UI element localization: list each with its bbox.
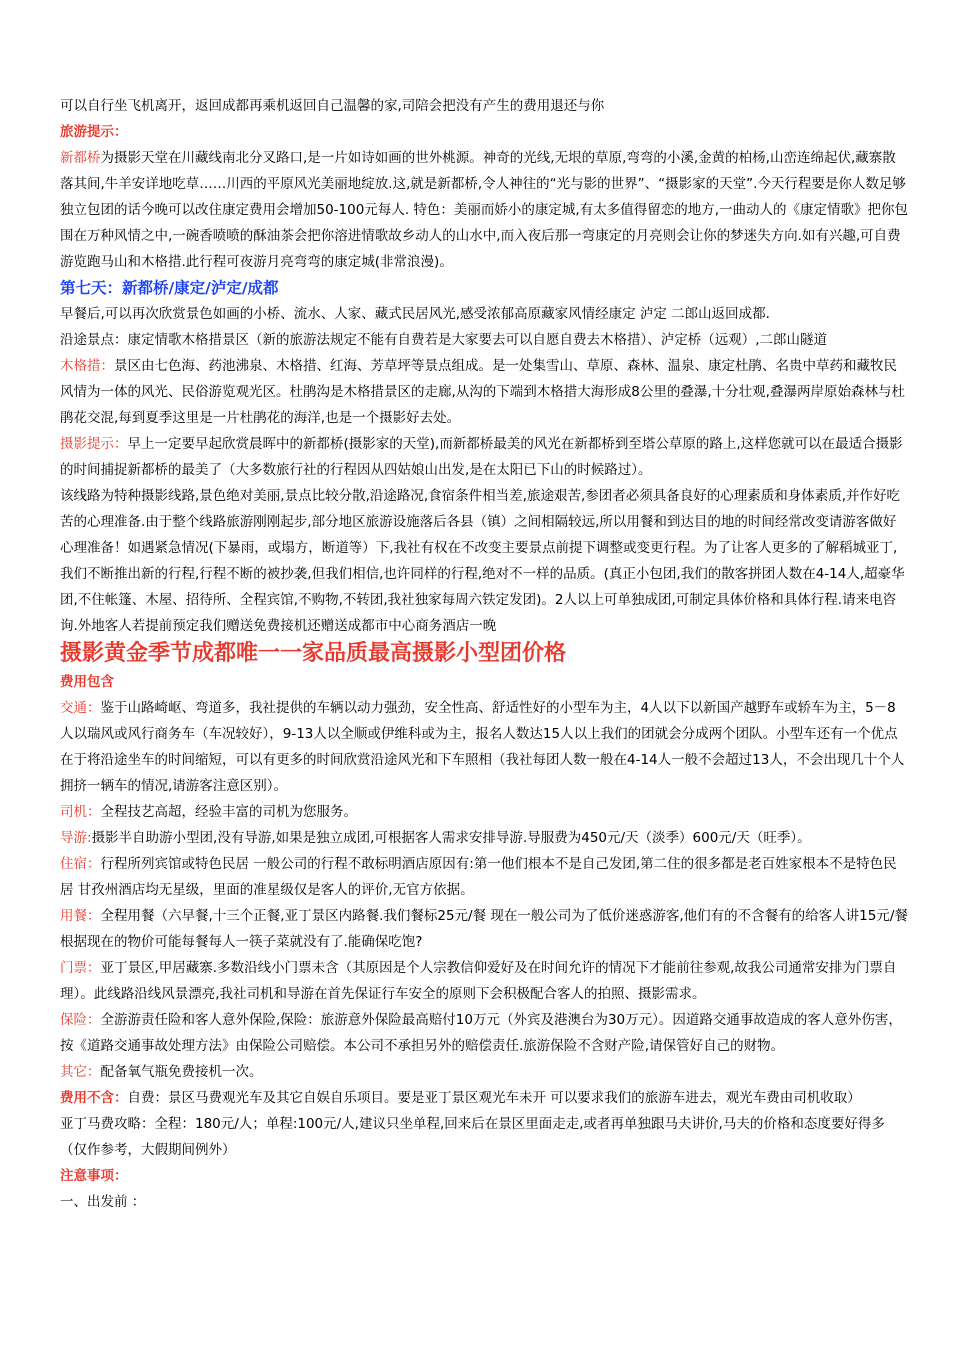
document-page: [60, 93, 908, 1215]
mugecuo-paragraph: [60, 353, 908, 431]
ticket-text: 亚丁景区,甲居藏寨.多数沿线小门票未含（其原因是个人宗教信仰爱好及在时间允许的情况下才能前往参观,故我公司通常安排为门票自理）。此线路沿线风景漂亮,我社司机和导游在首先保证行车安全的原则下会积极配合客人的拍照、摄影需求。: [60, 960, 897, 1002]
excluded-label: 费用不含：: [60, 1090, 128, 1106]
day7-sights-paragraph: 沿途景点：康定情歌木格措景区（新的旅游法规定不能有自费若是大家要去可以自愿自费去木格措）、泸定桥（远观）,二郎山隧道: [60, 332, 828, 348]
traffic-paragraph: [60, 695, 908, 799]
xinduqiao-text: 为摄影天堂在川藏线南北分叉路口,是一片如诗如画的世外桃源。神奇的光线,无垠的草原,弯弯的小溪,金黄的柏杨,山峦连绵起伏,藏寨散落其间,牛羊安详地吃草……川西的平原风光美丽地绽放.这,就是新都桥,令人神往的“光与影的世界”、“摄影家的天堂”.今天行程要是你人数足够独立包团的话今晚可以改住康定费用会增加50-100元每人. 特色：美丽而娇小的康定城,有太多值得留恋的地方,一曲动人的《康定情歌》把你包围在万种风情之中,一碗香喷喷的酥油茶会把你溶进情歌故乡动人的山水中,而入夜后那一弯康定的月亮则会让你的梦迷失方向.如有兴趣,可自费游览跑马山和木格措.此行程可夜游月亮弯弯的康定城(非常浪漫)。: [60, 150, 908, 270]
insurance-label: 保险：: [60, 1012, 101, 1028]
meal-text: 全程用餐（六早餐,十三个正餐,亚丁景区内路餐.我们餐标25元/餐 现在一般公司为了低价迷惑游客,他们有的不含餐有的给客人讲15元/餐 根据现在的物价可能每餐每人一筷子菜就没有了.能确保吃饱?: [60, 908, 908, 950]
meal-paragraph: [60, 903, 908, 955]
xinduqiao-paragraph: [60, 145, 908, 275]
photo-tips-label: 摄影提示：: [60, 436, 128, 452]
stay-label: 住宿：: [60, 856, 101, 872]
insurance-text: 全游游责任险和客人意外保险,保险：旅游意外保险最高赔付10万元（外宾及港澳台为30万元）。因道路交通事故造成的客人意外伤害，按《道路交通事故处理方法》由保险公司赔偿。本公司不承担另外的赔偿责任.旅游保险不含财产险,请保管好自己的财物。: [60, 1012, 902, 1054]
day7-breakfast-paragraph: 早餐后,可以再次欣赏景色如画的小桥、流水、人家、藏式民居风光,感受浓郁高原藏家风情经康定 泸定 二郎山返回成都.: [60, 306, 770, 322]
meal-label: 用餐：: [60, 908, 101, 924]
ticket-label: 门票：: [60, 960, 101, 976]
before-departure: 一、出发前 ：: [60, 1194, 146, 1210]
stay-paragraph: [60, 851, 908, 903]
excluded-text: 自费：景区马费观光车及其它自娱自乐项目。要是亚丁景区观光车未开 可以要求我们的旅游车进去，观光车费由司机收取）: [127, 1090, 861, 1106]
other-label: 其它：: [60, 1064, 101, 1080]
guide-label: 导游:: [60, 830, 92, 846]
traffic-text: 鉴于山路崎岖、弯道多，我社提供的车辆以动力强劲，安全性高、舒适性好的小型车为主，4人以下以新国产越野车或轿车为主，5－8人以瑞风或风行商务车（车况较好），9-13人以全顺或伊维科或为主，报名人数达15人以上我们的团就会分成两个团队。小型车还有一个优点在于将沿途坐车的时间缩短，可以有更多的时间欣赏沿途风光和下车照相（我社每团人数一般在4-14人一般不会超过13人，不会出现几十个人拥挤一辆车的情况,请游客注意区别）。: [60, 700, 905, 794]
traffic-label: 交通：: [60, 700, 101, 716]
travel-tips-heading: 旅游提示：: [60, 124, 128, 140]
driver-text: 全程技艺高超，经验丰富的司机为您服务。: [100, 804, 357, 820]
driver-label: 司机：: [60, 804, 101, 820]
other-text: 配备氧气瓶免费接机一次。: [100, 1064, 263, 1080]
stay-text: 行程所列宾馆或特色民居 一般公司的行程不敢标明酒店原因有:第一他们根本不是自己发团,第二住的很多都是老百姓家根本不是特色民居 甘孜州酒店均无星级，里面的准星级仅是客人的评价,无官方依据。: [60, 856, 897, 898]
route-notes-paragraph: 该线路为特种摄影线路,景色绝对美丽,景点比较分散,沿途路况,食宿条件相当差,旅途艰苦,参团者必须具备良好的心理素质和身体素质,并作好吃苦的心理准备.由于整个线路旅游刚刚起步,部分地区旅游设施落后各县（镇）之间相隔较远,所以用餐和到达目的地的时间经常改变请游客做好心理准备！如遇紧急情况(下暴雨，或塌方，断道等）下,我社有权在不改变主要景点前提下调整或变更行程。为了让客人更多的了解稻城亚丁,我们不断推出新的行程,行程不断的被抄袭,但我们相信,也许同样的行程,绝对不一样的品质。(真正小包团,我们的散客拼团人数在4-14人,超豪华团,不住帐篷、木屋、招待所、全程宾馆,不购物,不转团,我社独家每周六铁定发团)。2人以上可单独成团,可制定具体价格和具体行程.请来电咨询.外地客人若提前预定我们赠送免费接机还赠送成都市中心商务酒店一晚: [60, 488, 905, 634]
mugecuo-text: 景区由七色海、药池沸泉、木格措、红海、芳草坪等景点组成。是一处集雪山、草原、森林、温泉、康定杜鹃、名贵中草药和藏牧民风情为一体的风光、民俗游览观光区。杜鹃沟是木格措景区的走廊,从沟的下端到木格措大海形成8公里的叠瀑,十分壮观,叠瀑两岸原始森林与杜鹃花交混,每到夏季这里是一片杜鹃花的海洋,也是一个摄影好去处。: [60, 358, 905, 426]
insurance-paragraph: [60, 1007, 908, 1059]
mugecuo-label: 木格措：: [60, 358, 114, 374]
photo-tips-text: 早上一定要早起欣赏晨晖中的新都桥(摄影家的天堂),而新都桥最美的风光在新都桥到至塔公草原的路上,这样您就可以在最适合摄影的时间捕捉新都桥的最美了（大多数旅行社的行程因从四姑娘山出发,是在太阳已下山的时候路过）。: [60, 436, 903, 478]
return-line: 可以自行坐飞机离开，返回成都再乘机返回自己温馨的家,司陪会把没有产生的费用退还与你: [60, 98, 605, 114]
notes-heading: 注意事项：: [60, 1168, 128, 1184]
xinduqiao-label: 新都桥: [60, 150, 101, 166]
guide-paragraph: [60, 825, 908, 851]
fees-included-heading: 费用包含: [60, 674, 114, 690]
guide-text: 摄影半自助游小型团,没有导游,如果是独立成团,可根据客人需求安排导游.导服费为450元/天（淡季）600元/天（旺季）。: [91, 830, 811, 846]
driver-paragraph: [60, 799, 908, 825]
day7-title: 第七天：新都桥/康定/泸定/成都: [60, 279, 279, 297]
price-title: 摄影黄金季节成都唯一一家品质最高摄影小型团价格: [60, 641, 567, 666]
horse-fee-paragraph: 亚丁马费攻略：全程：180元/人；单程:100元/人,建议只坐单程,回来后在景区里面走走,或者再单独跟马夫讲价,马夫的价格和态度要好得多 （仅作参考，大假期间例外）: [60, 1116, 885, 1158]
photo-tips-paragraph: [60, 431, 908, 483]
ticket-paragraph: [60, 955, 908, 1007]
excluded-paragraph: [60, 1085, 908, 1111]
other-paragraph: [60, 1059, 908, 1085]
